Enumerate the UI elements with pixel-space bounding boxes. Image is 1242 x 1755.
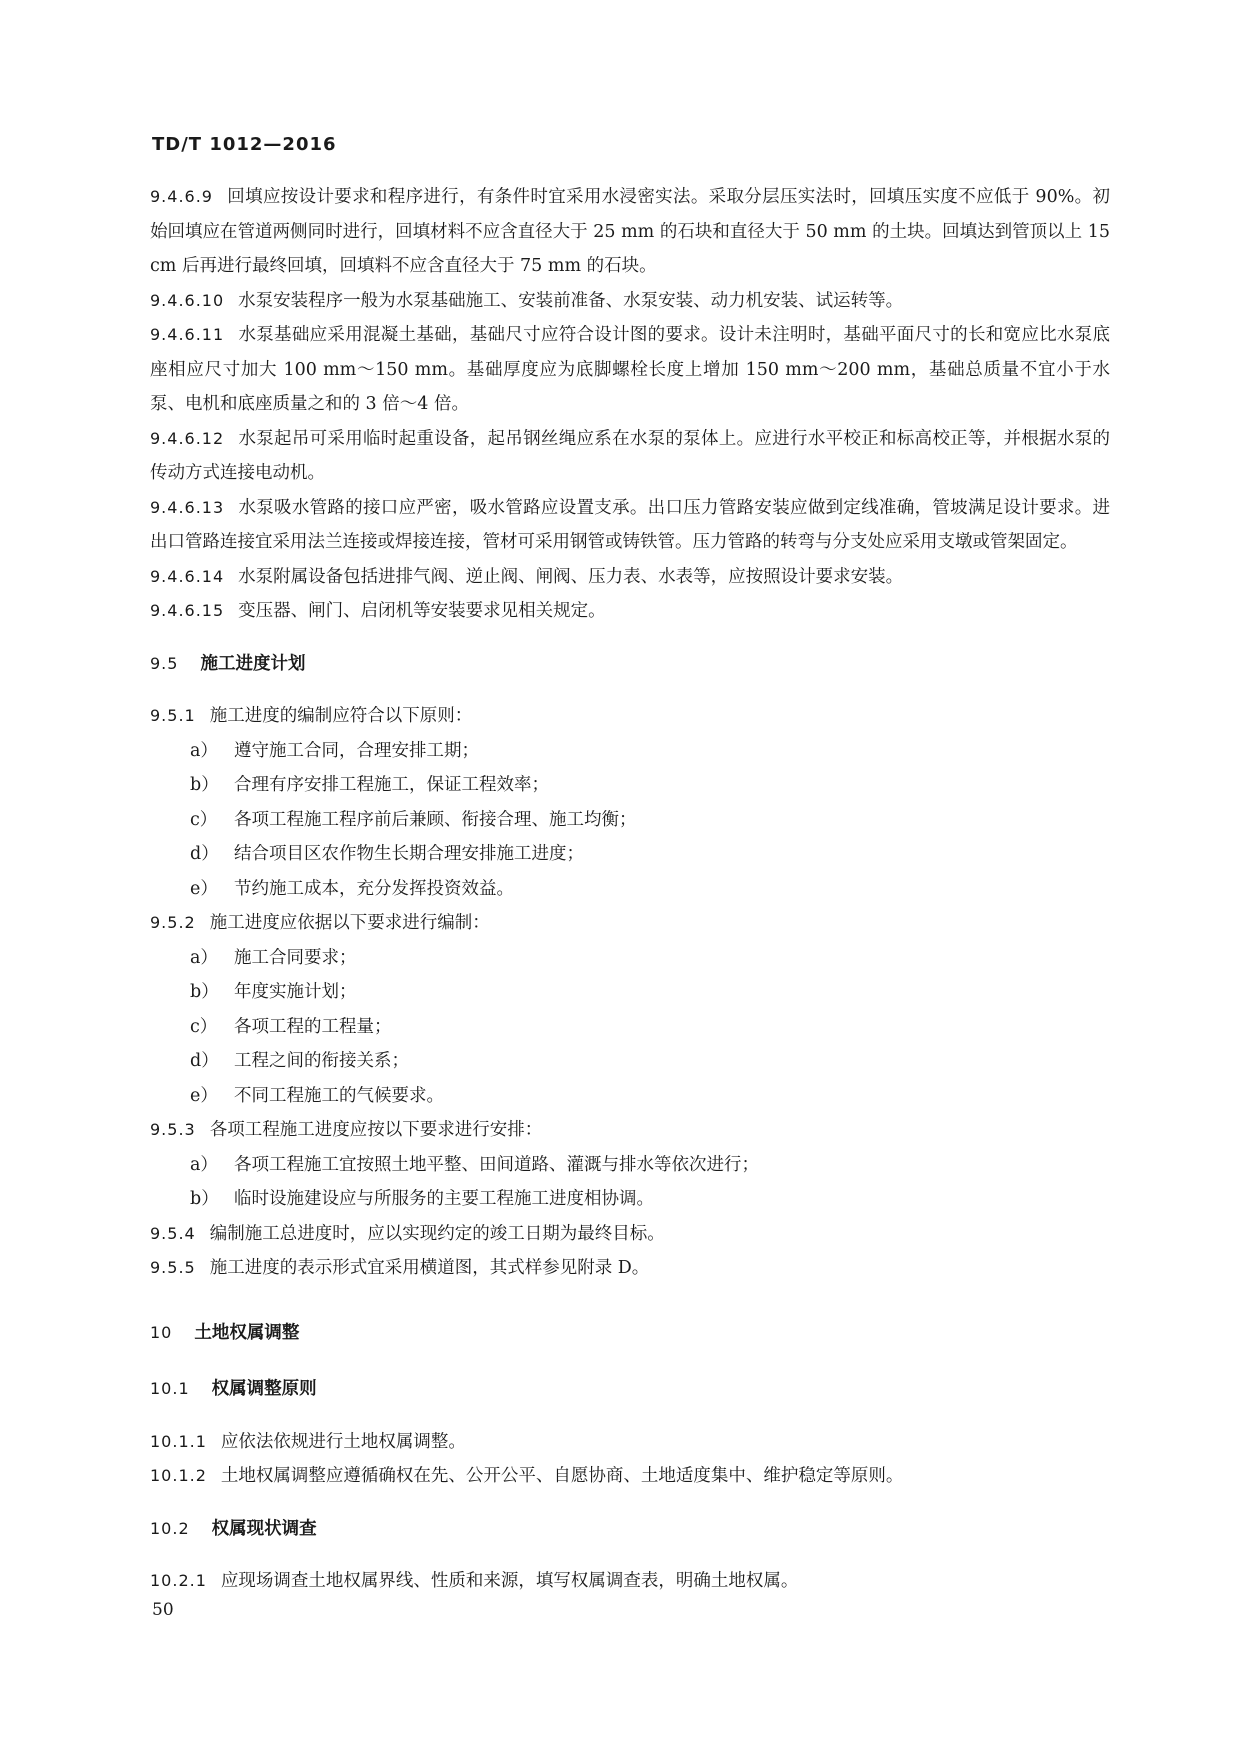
clause-9-4-6-13 <box>150 491 1110 560</box>
list-text: 年度实施计划； <box>234 982 357 1002</box>
list-label: c） <box>190 1016 218 1037</box>
document-code: TD/T 1012—2016 <box>152 134 337 155</box>
clause-text: 水泵基础应采用混凝土基础，基础尺寸应符合设计图的要求。设计未注明时，基础平面尺寸的长和宽应比水泵底座相应尺寸加大 100 mm～150 mm。基础厚度应为底脚螺栓长度上增加 150 mm～200 mm，基础总质量不宜小于水泵、电机和底座质量之和的 3 倍～4 倍。 <box>150 325 1110 414</box>
section-heading-10-2 <box>150 1512 1110 1547</box>
clause-text: 施工进度的编制应符合以下原则： <box>209 706 473 726</box>
clause-text: 土地权属调整应遵循确权在先、公开公平、自愿协商、土地适度集中、维护稳定等原则。 <box>220 1466 904 1486</box>
list-item <box>150 1010 1110 1045</box>
section-number: 10.1 <box>150 1379 190 1398</box>
list-item <box>150 1079 1110 1114</box>
list-text: 遵守施工合同，合理安排工期； <box>234 740 479 761</box>
clause-number: 9.4.6.12 <box>150 428 225 448</box>
section-title: 施工进度计划 <box>200 653 306 674</box>
list-label: e） <box>190 1085 218 1106</box>
list-label: e） <box>190 878 218 899</box>
list-text: 合理有序安排工程施工，保证工程效率； <box>234 775 549 795</box>
clause-number: 9.5.1 <box>150 706 196 725</box>
clause-9-5-2 <box>150 906 1110 941</box>
clause-number: 9.4.6.14 <box>150 566 225 586</box>
list-label: b） <box>190 1189 219 1209</box>
clause-number: 9.4.6.9 <box>150 187 213 206</box>
clause-text: 回填应按设计要求和程序进行，有条件时宜采用水浸密实法。采取分层压实法时，回填压实度不应低于 90%。初始回填应在管道两侧同时进行，回填材料不应含直径大于 25 mm 的石块和直径大于 50 mm 的土块。回填达到管顶以上 15 cm 后再进行最终回填，回填料不应含直径大于 75 mm 的石块。 <box>150 187 1110 276</box>
clause-number: 9.5.5 <box>150 1258 196 1277</box>
list-label: d） <box>190 1051 219 1071</box>
clause-9-4-6-14 <box>150 560 1110 595</box>
clause-10-1-2 <box>150 1459 1110 1494</box>
clause-number: 9.5.3 <box>150 1120 196 1139</box>
list-label: d） <box>190 844 219 864</box>
list-item <box>150 1148 1110 1183</box>
clause-text: 施工进度应依据以下要求进行编制： <box>209 913 490 933</box>
list-item <box>150 872 1110 907</box>
list-item <box>150 975 1110 1010</box>
list-text: 结合项目区农作物生长期合理安排施工进度； <box>234 844 584 864</box>
clause-9-5-1 <box>150 699 1110 734</box>
page-number: 50 <box>152 1600 174 1620</box>
section-heading-10 <box>150 1316 1110 1351</box>
list-label: b） <box>190 982 219 1002</box>
clause-text: 变压器、闸门、启闭机等安装要求见相关规定。 <box>238 601 606 621</box>
clause-number: 10.1.2 <box>150 1466 207 1485</box>
section-title: 权属调整原则 <box>211 1379 317 1399</box>
clause-text: 应依法依规进行土地权属调整。 <box>220 1431 466 1452</box>
clause-number: 9.5.2 <box>150 913 196 932</box>
clause-number: 10.1.1 <box>150 1431 207 1451</box>
clause-9-5-5 <box>150 1251 1110 1286</box>
list-item <box>150 768 1110 803</box>
clause-text: 各项工程施工进度应按以下要求进行安排： <box>209 1120 543 1140</box>
clause-number: 9.4.6.13 <box>150 497 225 517</box>
list-item <box>150 734 1110 769</box>
clause-text: 施工进度的表示形式宜采用横道图，其式样参见附录 D。 <box>209 1258 650 1278</box>
clause-number: 9.5.4 <box>150 1223 196 1243</box>
list-label: a） <box>190 740 218 761</box>
clause-text: 编制施工总进度时，应以实现约定的竣工日期为最终目标。 <box>209 1223 665 1244</box>
clause-9-4-6-9 <box>150 180 1110 284</box>
clause-9-5-3 <box>150 1113 1110 1148</box>
section-heading-10-1 <box>150 1372 1110 1407</box>
list-text: 各项工程施工宜按照土地平整、田间道路、灌溉与排水等依次进行； <box>234 1154 759 1175</box>
clause-10-1-1 <box>150 1425 1110 1460</box>
list-label: a） <box>190 1154 218 1175</box>
section-title: 权属现状调查 <box>211 1518 317 1539</box>
section-heading-9-5 <box>150 647 1110 682</box>
section-number: 9.5 <box>150 653 179 673</box>
clause-text: 水泵附属设备包括进排气阀、逆止阀、闸阀、压力表、水表等，应按照设计要求安装。 <box>238 566 904 587</box>
list-text: 施工合同要求； <box>234 947 357 968</box>
list-text: 各项工程的工程量； <box>234 1016 392 1037</box>
list-item <box>150 803 1110 838</box>
list-label: a） <box>190 947 218 968</box>
list-label: b） <box>190 775 219 795</box>
clause-text: 应现场调查土地权属界线、性质和来源，填写权属调查表，明确土地权属。 <box>220 1571 799 1591</box>
section-title: 土地权属调整 <box>194 1322 300 1343</box>
clause-text: 水泵起吊可采用临时起重设备，起吊钢丝绳应系在水泵的泵体上。应进行水平校正和标高校正等，并根据水泵的传动方式连接电动机。 <box>150 428 1110 483</box>
list-item <box>150 1182 1110 1217</box>
document-body <box>150 180 1110 1599</box>
clause-9-4-6-11 <box>150 318 1110 422</box>
list-item <box>150 941 1110 976</box>
list-text: 节约施工成本，充分发挥投资效益。 <box>234 878 514 899</box>
list-text: 临时设施建设应与所服务的主要工程施工进度相协调。 <box>234 1189 654 1209</box>
clause-number: 10.2.1 <box>150 1571 207 1590</box>
clause-9-4-6-12 <box>150 422 1110 491</box>
section-number: 10.2 <box>150 1518 190 1538</box>
list-label: c） <box>190 809 218 830</box>
section-number: 10 <box>150 1322 173 1342</box>
list-text: 各项工程施工程序前后兼顾、衔接合理、施工均衡； <box>234 809 637 830</box>
clause-text: 水泵吸水管路的接口应严密，吸水管路应设置支承。出口压力管路安装应做到定线准确，管坡满足设计要求。进出口管路连接宜采用法兰连接或焊接连接，管材可采用钢管或铸铁管。压力管路的转弯与分支处应采用支墩或管架固定。 <box>150 497 1110 552</box>
clause-number: 9.4.6.15 <box>150 601 225 620</box>
clause-text: 水泵安装程序一般为水泵基础施工、安装前准备、水泵安装、动力机安装、试运转等。 <box>238 290 904 311</box>
list-item <box>150 837 1110 872</box>
clause-number: 9.4.6.11 <box>150 325 225 344</box>
clause-9-4-6-10 <box>150 284 1110 319</box>
clause-number: 9.4.6.10 <box>150 290 225 310</box>
list-item <box>150 1044 1110 1079</box>
clause-10-2-1 <box>150 1564 1110 1599</box>
list-text: 不同工程施工的气候要求。 <box>234 1085 444 1106</box>
clause-9-4-6-15 <box>150 594 1110 629</box>
list-text: 工程之间的衔接关系； <box>234 1051 409 1071</box>
clause-9-5-4 <box>150 1217 1110 1252</box>
